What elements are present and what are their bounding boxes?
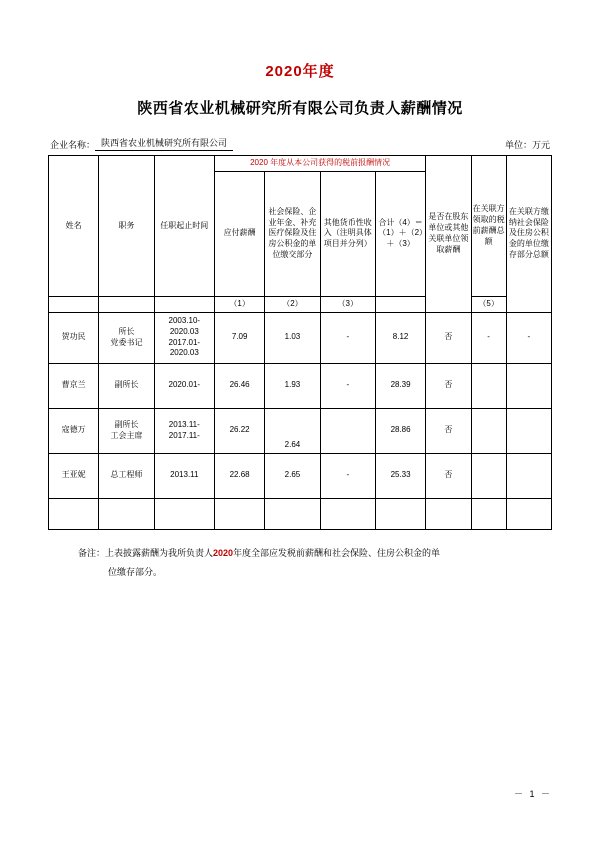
header-insurance: 社会保险、企业年金、补充医疗保险及住房公积金的单位缴交部分 bbox=[265, 171, 320, 296]
row-payable bbox=[214, 498, 264, 529]
row-related-insurance bbox=[506, 498, 551, 529]
note-suffix: 年度全部应发税前薪酬和社会保险、住房公积金的单 bbox=[233, 547, 441, 558]
row-is-shareholder bbox=[426, 498, 471, 529]
row-total: 25.33 bbox=[375, 453, 425, 498]
row-name: 王亚妮 bbox=[49, 453, 99, 498]
row-payable: 26.22 bbox=[214, 408, 264, 453]
header-name-blank bbox=[49, 296, 99, 312]
row-position: 总工程师 bbox=[99, 453, 154, 498]
row-related-insurance bbox=[506, 408, 551, 453]
note-line-2: 位缴存部分。 bbox=[108, 567, 163, 578]
header-other: 其他货币性收入（注明具体项目并分列） bbox=[320, 171, 375, 296]
row-total bbox=[375, 498, 425, 529]
table-row bbox=[49, 363, 552, 408]
row-is-shareholder: 否 bbox=[426, 363, 471, 408]
row-total: 28.86 bbox=[375, 408, 425, 453]
note-emphasis-year: 2020 bbox=[213, 547, 234, 558]
table-row bbox=[49, 312, 552, 363]
table-row bbox=[49, 453, 552, 498]
row-term: 2013.11- 2017.11- bbox=[154, 408, 214, 453]
row-payable: 26.46 bbox=[214, 363, 264, 408]
row-other: - bbox=[320, 312, 375, 363]
page-title: 陕西省农业机械研究所有限公司负责人薪酬情况 bbox=[137, 100, 463, 117]
row-term bbox=[154, 498, 214, 529]
header-name: 姓名 bbox=[49, 156, 99, 297]
row-other: - bbox=[320, 363, 375, 408]
company-name-value: 陕西省农业机械研究所有限公司 bbox=[95, 136, 233, 151]
row-position: 所长 党委书记 bbox=[99, 312, 154, 363]
header-total: 合计（4）＝（1）＋（2）＋（3） bbox=[375, 171, 425, 296]
table-row bbox=[49, 498, 552, 529]
row-is-shareholder: 否 bbox=[426, 312, 471, 363]
row-position: 副所长 工会主席 bbox=[99, 408, 154, 453]
page-title-year: 2020年度 bbox=[265, 63, 335, 80]
row-related-pretax: - bbox=[471, 312, 506, 363]
header-is-shareholder: 是否在股东单位或其他关联单位领取薪酬 bbox=[426, 156, 471, 313]
header-payable-no: （1） bbox=[214, 296, 264, 312]
page-number: － 1 － bbox=[513, 789, 552, 799]
header-payable: 应付薪酬 bbox=[214, 171, 264, 296]
row-position bbox=[99, 498, 154, 529]
row-total: 28.39 bbox=[375, 363, 425, 408]
header-position: 职务 bbox=[99, 156, 154, 297]
row-name: 贺功民 bbox=[49, 312, 99, 363]
row-insurance: 1.03 bbox=[265, 312, 320, 363]
row-insurance: 2.64 bbox=[265, 408, 320, 453]
row-total: 8.12 bbox=[375, 312, 425, 363]
unit-label: 单位：万元 bbox=[504, 140, 550, 150]
row-is-shareholder: 否 bbox=[426, 453, 471, 498]
header-other-no: （3） bbox=[320, 296, 375, 312]
header-total-no bbox=[375, 296, 425, 312]
row-other: - bbox=[320, 453, 375, 498]
row-related-insurance bbox=[506, 453, 551, 498]
row-related-pretax bbox=[471, 408, 506, 453]
row-related-pretax bbox=[471, 453, 506, 498]
row-name bbox=[49, 498, 99, 529]
row-position: 副所长 bbox=[99, 363, 154, 408]
row-is-shareholder: 否 bbox=[426, 408, 471, 453]
company-name-label: 企业名称： bbox=[50, 140, 96, 150]
row-related-insurance: - bbox=[506, 312, 551, 363]
salary-table bbox=[48, 155, 552, 530]
row-insurance: 2.65 bbox=[265, 453, 320, 498]
header-term-blank bbox=[154, 296, 214, 312]
row-insurance: 1.93 bbox=[265, 363, 320, 408]
row-payable: 7.09 bbox=[214, 312, 264, 363]
row-term: 2020.01- bbox=[154, 363, 214, 408]
row-payable: 22.68 bbox=[214, 453, 264, 498]
row-insurance bbox=[265, 498, 320, 529]
header-position-blank bbox=[99, 296, 154, 312]
header-term: 任职起止时间 bbox=[154, 156, 214, 297]
row-related-pretax bbox=[471, 498, 506, 529]
row-term: 2013.11 bbox=[154, 453, 214, 498]
row-other bbox=[320, 498, 375, 529]
table-row bbox=[49, 408, 552, 453]
header-insurance-no: （2） bbox=[265, 296, 320, 312]
note-prefix: 备注：上表披露薪酬为我所负责人 bbox=[78, 547, 214, 558]
row-name: 曹京兰 bbox=[49, 363, 99, 408]
header-related-pretax: 在关联方领取的税前薪酬总额 bbox=[471, 156, 506, 297]
header-related-pretax-no: （5） bbox=[471, 296, 506, 312]
row-other bbox=[320, 408, 375, 453]
row-name: 寇德万 bbox=[49, 408, 99, 453]
row-related-insurance bbox=[506, 363, 551, 408]
row-related-pretax bbox=[471, 363, 506, 408]
header-related-insurance: 在关联方缴纳社会保险及住房公积金的单位缴存部分总额 bbox=[506, 156, 551, 313]
row-term: 2003.10- 2020.03 2017.01- 2020.03 bbox=[154, 312, 214, 363]
header-group-pretax: 2020 年度从本公司获得的税前报酬情况 bbox=[214, 156, 425, 172]
document-meta bbox=[48, 136, 552, 151]
table-note bbox=[48, 544, 552, 584]
